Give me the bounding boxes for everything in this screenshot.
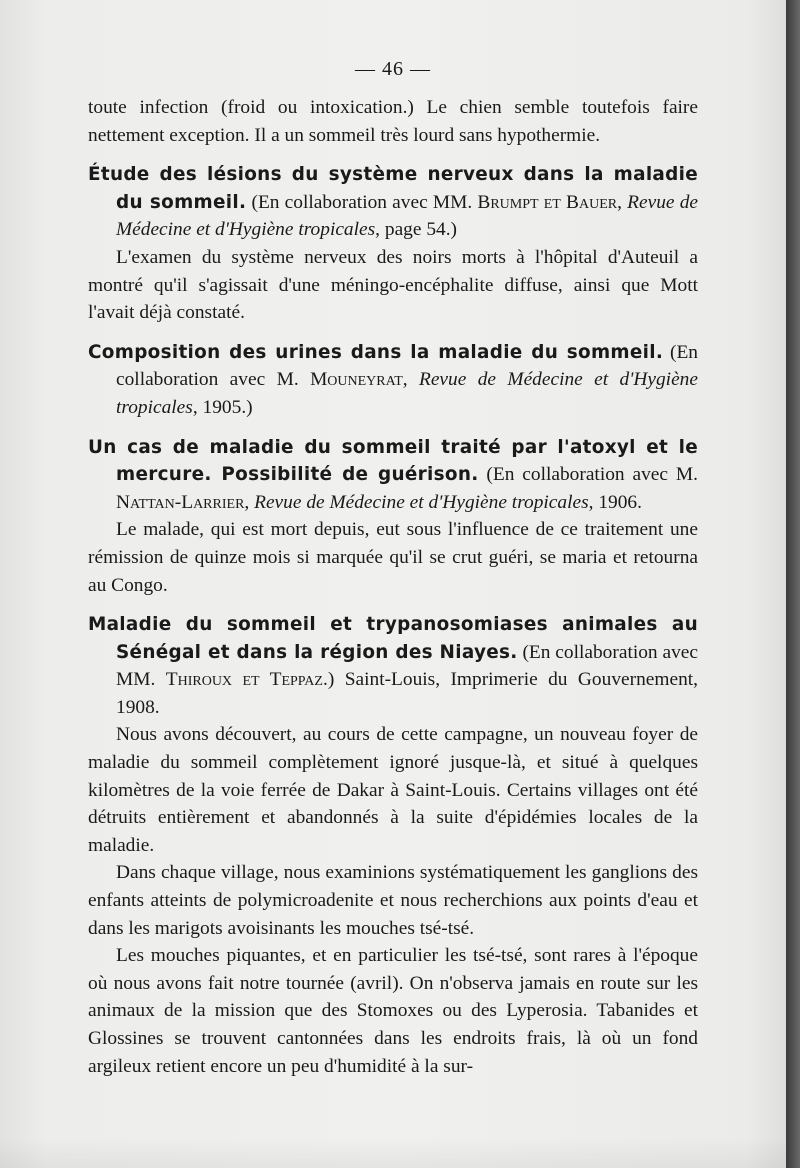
page-content: [88, 94, 698, 1080]
entry-journal: Revue de Médecine et d'Hygiène tropicales: [254, 491, 589, 513]
entry-heading: [88, 339, 698, 422]
entry-body-paragraph: Le malade, qui est mort depuis, eut sous l'influence de ce traitement une rémission de quinze mois si marquée qu'il se crut guéri, se maria et retourna au Congo.: [88, 519, 698, 596]
entry-ref-close: Saint-Louis, Imprimerie du Gouvernement, 1908.: [116, 669, 698, 718]
entry-body-paragraph: L'examen du système nerveux des noirs morts à l'hôpital d'Auteuil a montré qu'il s'agissait d'une méningo-encéphalite diffuse, ainsi que Mott l'avait déjà constaté.: [88, 246, 698, 324]
entry-ref-sep: ,: [617, 191, 628, 213]
entry-body-paragraph: Les mouches piquantes, et en particulier les tsé-tsé, sont rares à l'époque où nous avons fait notre tournée (avril). On n'observa jamais en route sur les animaux de la mission que des Stomoxes ou des Lyperosia. Tabanides et Glossines se trouvent cantonnées dans les endroits frais, là où un fond argileux retient encore un peu d'humidité à la sur-: [88, 945, 698, 1077]
entry-ref-sep: ,: [244, 491, 255, 513]
entry-authors: Brumpt et Bauer: [477, 191, 618, 213]
entry-ref-close: , page 54.): [375, 219, 458, 241]
entry-lesions-systeme-nerveux: [88, 161, 698, 327]
entry-ref-open: (En collaboration avec MM.: [251, 191, 478, 213]
entry-title: Un cas de maladie du sommeil traité par l'atoxyl et le mercure. Possibilité de guérison.: [88, 436, 698, 486]
entry-title: Étude des lésions du système nerveux dans la maladie du sommeil.: [88, 164, 698, 213]
entry-authors: Mouneyrat: [310, 369, 403, 391]
entry-authors: Thiroux et Teppaz: [165, 669, 323, 691]
entry-ref-sep: ,: [402, 369, 419, 391]
intro-paragraph: toute infection (froid ou intoxication.) Le chien semble toutefois faire nettement exception. Il a un sommeil très lourd sans hypothermie.: [88, 97, 698, 146]
entry-authors: Nattan-Larrier: [116, 491, 245, 513]
entry-ref-open: (En collaboration avec M.: [116, 341, 698, 391]
entry-title: Composition des urines dans la maladie du sommeil.: [88, 341, 664, 363]
entry-heading: [88, 611, 698, 721]
entry-body-paragraph: Dans chaque village, nous examinions systématiquement les ganglions des enfants atteints de polymicroadenite et nous recherchions aux points d'eau et dans les marigots avoisinants les mouches tsé-tsé.: [88, 862, 698, 939]
entry-heading: [88, 434, 698, 517]
entry-journal: Revue de Médecine et d'Hygiène tropicales: [116, 369, 698, 418]
entry-cas-atoxyl: [88, 434, 698, 600]
page-edge-shadow: [786, 0, 800, 1168]
entry-ref-close: , 1905.): [192, 396, 253, 418]
entry-ref-close: , 1906.: [588, 491, 642, 513]
entry-title: Maladie du sommeil et trypanosomiases animales au Sénégal et dans la région des Niayes.: [88, 614, 698, 663]
entry-heading: [88, 161, 698, 244]
entry-trypanosomiases-senegal: [88, 611, 698, 1080]
entry-journal: Revue de Médecine et d'Hygiène tropicales: [116, 191, 698, 241]
entry-ref-sep: .): [322, 669, 345, 691]
page-bottom-shade: [0, 1138, 786, 1168]
page-number: — 46 —: [355, 58, 431, 80]
entry-body-paragraph: Nous avons découvert, au cours de cette campagne, un nouveau foyer de maladie du sommeil complètement ignoré jusque-là, et situé à quelques kilomètres de la voie ferrée de Dakar à Saint-Louis. Certains villages ont été détruits entièrement et abandonnés à la suite d'épidémies locales de la maladie.: [88, 724, 698, 856]
entry-ref-open: (En collaboration avec M.: [486, 464, 698, 486]
entry-composition-urines: [88, 339, 698, 422]
entry-ref-open: (En collaboration avec MM.: [116, 641, 698, 691]
